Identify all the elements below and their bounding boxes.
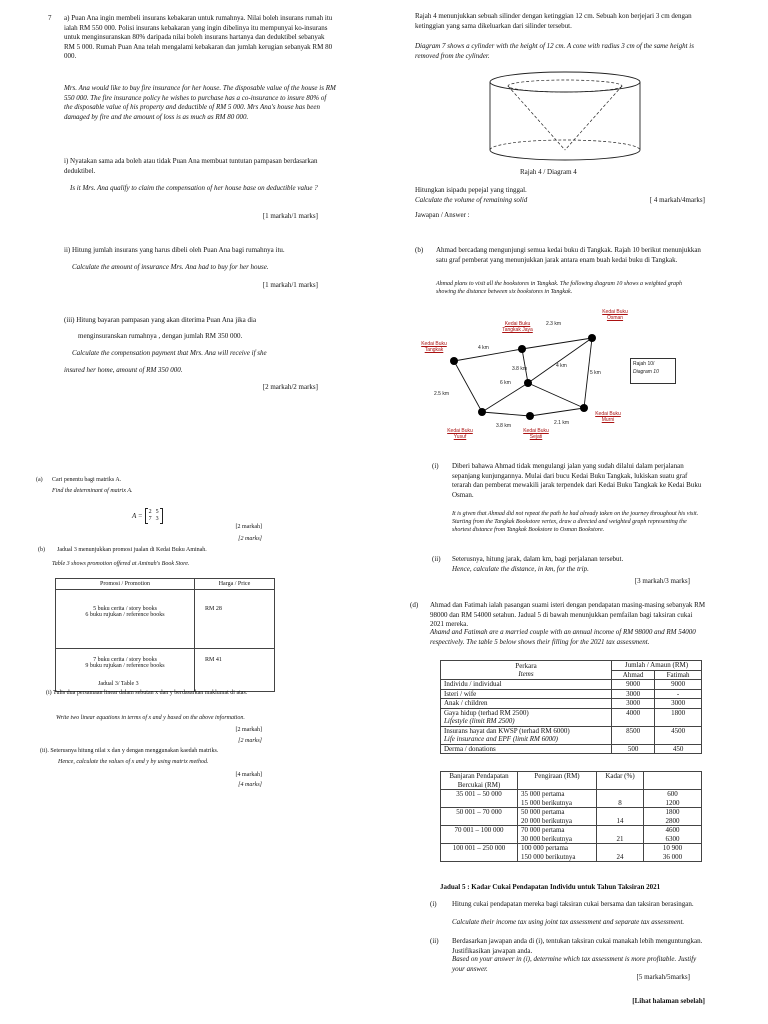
table-row xyxy=(56,590,275,649)
rate-cell: 14 xyxy=(597,808,644,826)
edge-weight: 2.3 km xyxy=(546,321,562,327)
question-7a-i-english: Is it Mrs. Ana qualify to claim the compensation of her house base on deductible value ? xyxy=(70,184,318,192)
edge-tangkak-yusuf xyxy=(454,361,482,412)
edge-yusuf-sejati xyxy=(482,412,530,416)
matrix-cell: 2 xyxy=(148,509,152,515)
edge-mid-yusuf xyxy=(482,383,528,412)
items-header: Perkara Items xyxy=(441,661,612,680)
matrix-prefix: A = xyxy=(132,512,143,520)
section-a-label: (a) xyxy=(36,477,43,483)
promotion-header: Promosi / Promotion xyxy=(56,579,195,590)
rate-header: Kadar (%) xyxy=(597,772,644,790)
item-cell: Insurans hayat dan KWSP (terhad RM 6000) Life insurance and EPF (limit RM 6000) xyxy=(441,726,612,744)
price-cell: RM 41 xyxy=(195,649,275,692)
table-row xyxy=(441,826,702,844)
question-number: 7 xyxy=(48,14,52,22)
table-row xyxy=(441,808,702,826)
question-7a-ii-marks: [1 markah/1 marks] xyxy=(262,281,318,289)
graph-node xyxy=(588,334,596,342)
tax-cell: 1800 2800 xyxy=(644,808,702,826)
section-a-malay: Cari penentu bagi matriks A. xyxy=(52,477,122,483)
volume-question-marks: [ 4 markah/4marks] xyxy=(649,196,705,204)
diagram-4-caption: Rajah 4 / Diagram 4 xyxy=(520,168,577,176)
edge-weight: 2.1 km xyxy=(554,420,570,426)
ahmad-header: Ahmad xyxy=(612,670,655,680)
graph-node xyxy=(518,345,526,353)
part-d-ii-label: (ii) xyxy=(430,937,439,945)
fatimah-cell: - xyxy=(655,689,702,699)
part-b-malay: Ahmad bercadang mengunjungi semua kedai buku di Tangkak. Rajah 10 berikut menunjukkan satu graf pemberat yang menunjukkan jarak antara enam buah kedai buku di Tangkak. xyxy=(436,246,701,264)
item-cell: Isteri / wife xyxy=(441,689,612,699)
tax-rate-table xyxy=(440,771,702,862)
fatimah-cell: 1800 xyxy=(655,708,702,726)
part-d-english: Ahamd and Fatimah are a married couple with an annual income of RM 98000 and RM 54000 respectively. The table 5 below shows their filling for the 2021 tax assessment. xyxy=(430,628,696,646)
band-cell: 50 001 – 70 000 xyxy=(441,808,518,826)
tax-cell: 10 900 36 000 xyxy=(644,844,702,862)
part-d-ii-english: Based on your answer in (i), determine which tax assessment is more profitable. Justify your answer. xyxy=(452,955,697,973)
edge-sejati-murni xyxy=(530,408,584,416)
edge-mid-murni xyxy=(528,383,584,408)
table-header-row xyxy=(441,772,702,790)
edge-osman-mid xyxy=(528,338,592,383)
part-b-ii-label: (ii) xyxy=(432,555,441,563)
table-row xyxy=(56,649,275,692)
question-7a-iii-marks: [2 markah/2 marks] xyxy=(262,383,318,391)
promotion-cell: 7 buku cerita / story books 9 buku rujukan / reference books xyxy=(56,649,195,692)
node-label-sejati: Kedai Buku Sejati xyxy=(523,428,549,440)
item-cell: Gaya hidup (terhad RM 2500) Lifestyle (limit RM 2500) xyxy=(441,708,612,726)
part-b-ii-malay: Seterusnya, hitung jarak, dalam km, bagi perjalanan tersebut. xyxy=(452,555,624,563)
ahmad-cell: 3000 xyxy=(612,689,655,699)
table-3-caption: Jadual 3/ Table 3 xyxy=(98,681,139,687)
section-b-ii-english: Hence, calculate the values of x and y by using matrix method. xyxy=(58,759,209,765)
question-7a-iii-english: Calculate the compensation payment that Mrs. Ana will receive if she xyxy=(72,349,267,357)
item-cell: Anak / children xyxy=(441,699,612,709)
matrix-cell: 7 xyxy=(148,516,152,522)
part-b-i-english: It is given that Ahmad did not repeat the path he had already taken on the journey throughout his visit. Starting from the Tangkak Bookstore vertex, draw a directed and weighted graph representing the shortest distance from Tangkak Bookstore to Osman Bookstore. xyxy=(452,511,699,533)
edge-weight: 6 km xyxy=(500,380,511,386)
rate-cell: 21 xyxy=(597,826,644,844)
section-b-ii-malay: (ii). Seterusnya hitung nilai x dan y dengan menggunakan kaedah matriks. xyxy=(40,748,219,754)
question-7a-ii-malay: ii) Hitung jumlah insurans yang harus dibeli oleh Puan Ana bagi rumahnya itu. xyxy=(64,246,285,254)
diagram-10-label: Rajah 10/ xyxy=(633,361,655,367)
promotion-cell: 5 buku cerita / story books 6 buku rujukan / reference books xyxy=(56,590,195,649)
matrix-body xyxy=(148,509,160,523)
section-b-ii-marks-english: [4 marks] xyxy=(238,782,262,788)
matrix-cell: 3 xyxy=(155,516,159,522)
rate-cell: 8 xyxy=(597,790,644,808)
page-footer: [Lihat halaman sebelah] xyxy=(632,997,705,1005)
calculation-header: Pengiraan (RM) xyxy=(518,772,597,790)
calculation-cell: 70 000 pertama 30 000 berikutnya xyxy=(518,826,597,844)
tax-cell: 4600 6300 xyxy=(644,826,702,844)
diagram-4-malay: Rajah 4 menunjukkan sebuah silinder dengan ketinggian 12 cm. Sebuah kon berjejari 3 cm dengan ketinggian yang sama dikeluarkan dari silinder tersebut. xyxy=(415,12,692,30)
amount-header: Jumlah / Amaun (RM) xyxy=(612,661,702,671)
graph-node xyxy=(580,404,588,412)
band-cell: 70 001 – 100 000 xyxy=(441,826,518,844)
node-label-tangkak-jaya: Kedai Buku Tangkak Jaya xyxy=(502,321,533,333)
node-label-murni: Kedai Buku Murni xyxy=(595,411,621,423)
section-b-i-english: Write two linear equations in terms of x and y based on the above information. xyxy=(56,715,245,721)
volume-question-malay: Hitungkan isipadu pepejal yang tinggal. xyxy=(415,186,527,194)
calculation-cell: 50 000 pertama 20 000 berikutnya xyxy=(518,808,597,826)
edge-weight: 3.8 km xyxy=(496,423,512,429)
part-d-i-english: Calculate their income tax using joint tax assessment and separate tax assessment. xyxy=(452,918,685,926)
tax-header xyxy=(644,772,702,790)
ahmad-cell: 9000 xyxy=(612,680,655,690)
item-cell: Individu / individual xyxy=(441,680,612,690)
weighted-graph xyxy=(420,305,710,450)
table-row xyxy=(441,689,702,699)
section-a-english: Find the determinant of matrix A. xyxy=(52,488,133,494)
tax-relief-table xyxy=(440,660,702,754)
price-header: Harga / Price xyxy=(195,579,275,590)
question-7a-i-malay: i) Nyatakan sama ada boleh atau tidak Puan Ana membuat tuntutan pampasan berdasarkan deduktibel. xyxy=(64,157,318,175)
part-b-marks: [3 markah/3 marks] xyxy=(634,577,690,585)
table-header-row xyxy=(56,579,275,590)
matrix-a xyxy=(132,508,163,524)
part-b-i-malay: Diberi bahawa Ahmad tidak mengulangi jalan yang sudah dilalui dalam perjalanan sepanjang kunjungannya. Mulai dari bucu Kedai Buku Tangkak, lukiskan suatu graf terarah dan pemberat mewakili jarak terpendek dari Kedai Buku Tangkak ke Kedai Buku Osman. xyxy=(452,462,702,499)
calculation-cell: 35 000 pertama 15 000 berikutnya xyxy=(518,790,597,808)
edge-weight: 2.5 km xyxy=(434,391,450,397)
section-b-i-marks-english: [2 marks] xyxy=(238,738,262,744)
fatimah-cell: 4500 xyxy=(655,726,702,744)
part-d-malay: Ahmad dan Fatimah ialah pasangan suami isteri dengan pendapatan masing-masing sebanyak RM 98000 dan RM 54000 setahun. Jadual 5 di bawah menunjukkan pemfailan bagi taksiran cukai 2021 mereka. xyxy=(430,601,706,628)
section-b-malay: Jadual 3 menunjukkan promosi jualan di Kedai Buku Aminah. xyxy=(57,547,207,553)
fatimah-cell: 3000 xyxy=(655,699,702,709)
edge-weight: 3.8 km xyxy=(512,366,528,372)
node-label-osman: Kedai Buku Osman xyxy=(602,309,628,321)
question-7a-iii-malay: (iii) Hitung bayaran pampasan yang akan diterima Puan Ana jika dia xyxy=(64,316,257,324)
section-a-marks-english: [2 marks] xyxy=(238,536,262,542)
ahmad-cell: 3000 xyxy=(612,699,655,709)
part-b-label: (b) xyxy=(415,246,424,254)
section-a-marks-malay: [2 markah] xyxy=(235,524,262,530)
question-7a-english: Mrs. Ana would like to buy fire insurance for her house. The disposable value of the house is RM 550 000. The fire insurance policy he wishes to purchase has a co-insurance to insure 80% of the disposable value of his property and deductible of RM 5 000. Mrs Ana's house has been damaged by fire and the amount of loss is as much as RM 80 000. xyxy=(64,84,336,121)
table-row xyxy=(441,708,702,726)
band-cell: 100 001 – 250 000 xyxy=(441,844,518,862)
band-cell: 35 001 – 50 000 xyxy=(441,790,518,808)
table-row xyxy=(441,844,702,862)
section-b-i-malay: (i) Tulis dua persamaan linear dalam sebutan x dan y berdasarkan maklumat di atas. xyxy=(46,690,248,696)
band-header: Banjaran Pendapatan Bercukai (RM) xyxy=(441,772,518,790)
fatimah-cell: 450 xyxy=(655,744,702,754)
node-label-tangkak: Kedai Buku Tangkak xyxy=(421,341,447,353)
edge-weight: 4 km xyxy=(478,345,489,351)
cylinder-cone-diagram xyxy=(480,66,650,166)
node-label-yusuf: Kedai Buku Yusuf xyxy=(447,428,473,440)
diagram-4-english: Diagram 7 shows a cylinder with the height of 12 cm. A cone with radius 3 cm of the same height is removed from the cylinder. xyxy=(415,42,694,60)
table-5-caption: Jadual 5 : Kadar Cukai Pendapatan Individu untuk Tahun Taksiran 2021 xyxy=(440,883,661,891)
volume-question-english: Calculate the volume of remaining solid xyxy=(415,196,528,204)
part-d-i-label: (i) xyxy=(430,900,437,908)
part-b-ii-english: Hence, calculate the distance, in km, for the trip. xyxy=(452,565,589,573)
edge-weight: 5 km xyxy=(590,370,601,376)
part-d-ii-malay: Berdasarkan jawapan anda di (i), tentukan taksiran cukai manakah lebih menguntungkan. Justifikasikan jawapan anda. xyxy=(452,937,703,955)
section-b-ii-marks-malay: [4 markah] xyxy=(235,772,262,778)
part-d-label: (d) xyxy=(410,601,419,609)
part-b-english: Ahmad plans to visit all the bookstores in Tangkak. The following diagram 10 shows a weighted graph showing the distance between six bookstores in Tangkak. xyxy=(436,281,683,295)
diagram-10-label-english: Diagram 10 xyxy=(633,369,659,375)
graph-node xyxy=(450,357,458,365)
question-7a-malay: a) Puan Ana ingin membeli insurans kebakaran untuk rumahnya. Nilai boleh insurans rumah itu ialah RM 550 000. Polisi insurans kebakaran yang ingin dibelinya itu mempunyai ko-insurans untuk menginsuranskan 80% daripada nilai boleh insurans hartanya dan deduktibel sebanyak RM 5 000. Rumah Puan Ana telah mengalami kebakaran dan jumlah kerugian sebanyak RM 80 000. xyxy=(64,14,333,60)
calculation-cell: 100 000 pertama 150 000 berikutnya xyxy=(518,844,597,862)
graph-node xyxy=(524,379,532,387)
part-d-marks: [5 markah/5marks] xyxy=(636,973,690,981)
answer-label: Jawapan / Answer : xyxy=(415,211,470,219)
question-7a-ii-english: Calculate the amount of insurance Mrs. Ana had to buy for her house. xyxy=(72,263,269,271)
edge-weight: 4 km xyxy=(556,363,567,369)
question-7a-iii-malay-cont: menginsuranskan rumahnya , dengan jumlah RM 350 000. xyxy=(78,332,243,340)
rate-cell: 24 xyxy=(597,844,644,862)
table-row xyxy=(441,726,702,744)
item-cell: Derma / donations xyxy=(441,744,612,754)
promotion-table xyxy=(55,578,275,692)
table-row xyxy=(441,699,702,709)
ahmad-cell: 8500 xyxy=(612,726,655,744)
matrix-bracket-right xyxy=(160,508,163,524)
graph-node xyxy=(526,412,534,420)
diagram-10-box xyxy=(630,358,676,384)
edge-jaya-osman xyxy=(522,338,592,349)
question-7a-iii-english-cont: insured her home, amount of RM 350 000. xyxy=(64,366,183,374)
tax-cell: 600 1200 xyxy=(644,790,702,808)
graph-node xyxy=(478,408,486,416)
table-row xyxy=(441,790,702,808)
section-b-label: (b) xyxy=(38,547,45,553)
matrix-cell: 5 xyxy=(155,509,159,515)
table-row xyxy=(441,680,702,690)
question-7a-i-marks: [1 markah/1 marks] xyxy=(262,212,318,220)
section-b-english: Table 3 shows promotion offered at Aminah's Book Store. xyxy=(52,561,190,567)
ahmad-cell: 4000 xyxy=(612,708,655,726)
table-row xyxy=(441,744,702,754)
price-cell: RM 28 xyxy=(195,590,275,649)
table-header-row xyxy=(441,661,702,671)
part-b-i-label: (i) xyxy=(432,462,439,470)
part-d-i-malay: Hitung cukai pendapatan mereka bagi taksiran cukai bersama dan taksiran berasingan. xyxy=(452,900,694,908)
fatimah-cell: 9000 xyxy=(655,680,702,690)
fatimah-header: Fatimah xyxy=(655,670,702,680)
ahmad-cell: 500 xyxy=(612,744,655,754)
section-b-i-marks-malay: [2 markah] xyxy=(235,727,262,733)
